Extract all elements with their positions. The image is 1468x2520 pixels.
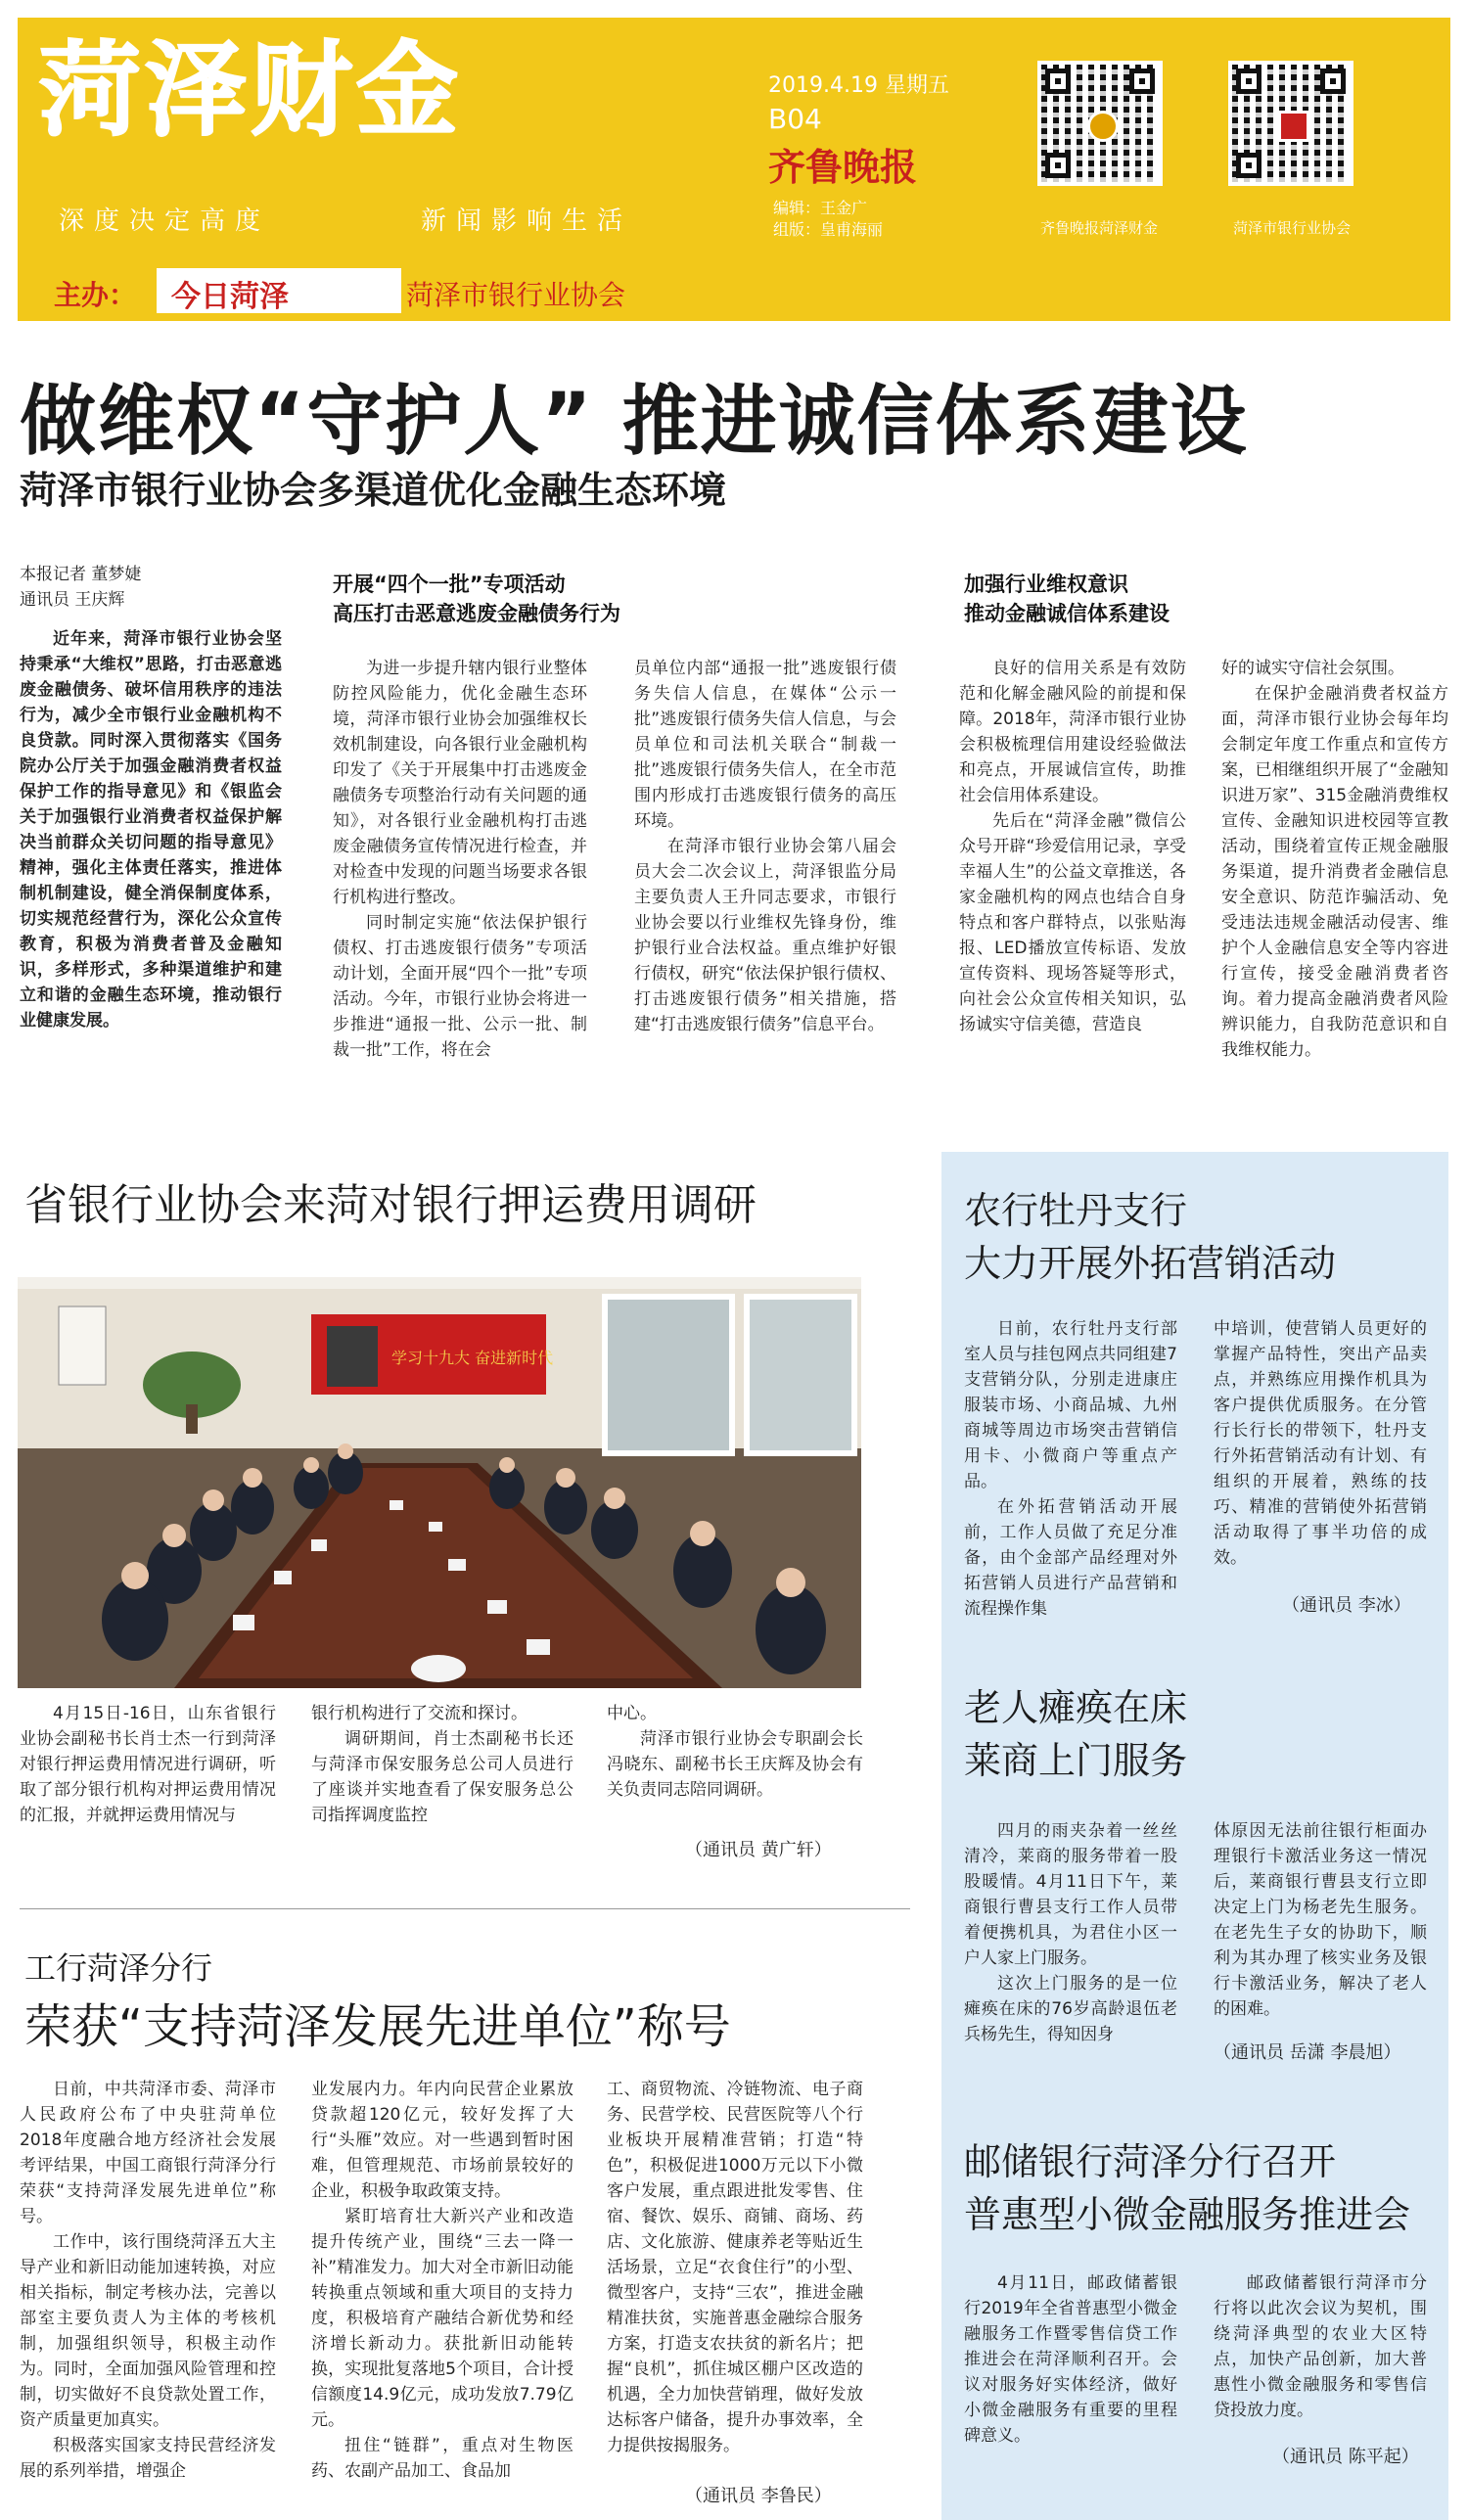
photo-banner-text: 学习十九大 奋进新时代	[391, 1349, 554, 1367]
qr-code-icon	[1037, 61, 1163, 186]
lead-column-2	[333, 656, 587, 1063]
sponsor-name-1: 今日菏泽	[171, 280, 289, 314]
sidebar-article2-column-1	[964, 1818, 1177, 2047]
title-line: 大力开展外拓营销活动	[964, 1242, 1337, 1285]
meeting-scene-illustration	[18, 1277, 861, 1688]
article2-credit: （通讯员 黄广轩）	[685, 1840, 832, 1860]
section-heading-line: 加强行业维权意识	[964, 573, 1128, 596]
sidebar-article3-column-2	[1214, 2270, 1427, 2423]
paragraph: 工作中，该行围绕菏泽五大主导产业和新旧动能加速转换，对应相关指标，制定考核办法，完善以部室主要负责人为主体的考核机制，加强组织领导，积极主动作为。同时，全面加强风险管理和控制，切实做好不良贷款处置工作，资产质量更加真实。	[20, 2232, 276, 2430]
paragraph: 日前，中共菏泽市委、菏泽市人民政府公布了中央驻菏单位2018年度融合地方经济社会发展考评结果，中国工商银行菏泽分行荣获“支持菏泽发展先进单位”称号。	[20, 2080, 276, 2226]
sidebar-article3-credit: （通讯员 陈平起）	[1272, 2447, 1419, 2467]
paragraph: 良好的信用关系是有效防范和化解金融风险的前提和保障。2018年，菏泽市银行业协会积极梳理信用建设经验做法和亮点，开展诚信宣传，助推社会信用体系建设。	[959, 659, 1186, 805]
article3-column-3	[607, 2077, 863, 2458]
article3-kicker: 工行菏泽分行	[24, 1949, 213, 1987]
title-line: 老人瘫痪在床	[964, 1686, 1188, 1729]
editor-credit: 编辑：王金广	[773, 199, 868, 217]
paragraph: 工、商贸物流、冷链物流、电子商务、民营学校、民营医院等八个行业板块开展精准营销；打造“特色”，积极促进1000万元以下小微客户发展，重点跟进批发零售、住宿、餐饮、娱乐、商铺、商场、药店、文化旅游、健康养老等贴近生活场景，立足“衣食住行”的小型、微型客户，支持“三农”，推进金融精准扶贫，实施普惠金融综合服务方案，打造支农扶贫的新名片；把握“良机”，抓住城区棚户区改造的机遇，全力加快营销理，做好发放达标客户储备，提升办事效率，全力提供按揭服务。	[607, 2080, 863, 2455]
title-line: 邮储银行菏泽分行召开	[964, 2140, 1337, 2183]
lead-subhead: 菏泽市银行业协会多渠道优化金融生态环境	[20, 469, 727, 512]
article2-column-1	[20, 1701, 276, 1828]
meeting-photo	[18, 1277, 861, 1688]
paragraph: 紧盯培育壮大新兴产业和改造提升传统产业，围绕“三去一降一补”精准发力。加大对全市新旧动能转换重点领域和重大项目的支持力度，积极培育产融结合新优势和经济增长新动力。获批新旧动能转换，实现批复落地5个项目，合计授信额度14.9亿元，成功发放7.79亿元。	[311, 2207, 573, 2430]
paragraph: 在外拓营销活动开展前，工作人员做了充足分准备，由个金部产品经理对外拓营销人员进行产品营销和流程操作集	[964, 1497, 1177, 1619]
article2-column-3	[607, 1701, 863, 1803]
paragraph: 调研期间，肖士杰副秘书长还与菏泽市保安服务总公司人员进行了座谈并实地查看了保安服务总公司指挥调度监控	[311, 1729, 573, 1825]
article2-title: 省银行业协会来菏对银行押运费用调研	[24, 1180, 757, 1230]
slogan-left: 深度决定高度	[59, 206, 271, 236]
paragraph: 体原因无法前往银行柜面办理银行卡激活业务这一情况后，莱商银行曹县支行立即决定上门为杨老先生服务。在老先生子女的协助下，顺利为其办理了核实业务及银行卡激活业务，解决了老人的困难。	[1214, 1821, 1427, 2019]
paragraph: 邮政储蓄银行菏泽市分行将以此次会议为契机，围绕菏泽典型的农业大区特点，加快产品创新，加大普惠性小微金融服务和零售信贷投放力度。	[1214, 2273, 1427, 2420]
sidebar-article2-title	[964, 1681, 1187, 1787]
sidebar-article1-title	[964, 1184, 1336, 1290]
paragraph: 在菏泽市银行业协会第八届会员大会二次会议上，菏泽银监分局主要负责人王升同志要求，市银行业协会要以行业维权先锋身份，维护银行业合法权益。重点维护好银行债权，研究“依法保护银行债权、打击逃废银行债务”相关措施，搭建“打击逃废银行债务”信息平台。	[634, 837, 896, 1034]
paragraph: 为进一步提升辖内银行业整体防控风险能力，优化金融生态环境，菏泽市银行业协会加强维权长效机制建设，向各银行业金融机构印发了《关于开展集中打击逃废金融债务专项整治行动有关问题的通知》，对各银行业金融机构打击逃废金融债务宣传情况进行检查，并对检查中发现的问题当场要求各银行机构进行整改。	[333, 659, 587, 907]
paragraph: 业发展内力。年内向民营企业累放贷款超120亿元，较好发挥了大行“头雁”效应。对一些遇到暂时困难，但管理规范、市场前景较好的企业，积极争取政策支持。	[311, 2080, 573, 2201]
article2-column-2	[311, 1701, 573, 1828]
sidebar-article3-title	[964, 2135, 1410, 2241]
newspaper-logo: 齐鲁晚报	[768, 145, 918, 189]
page-number: B04	[768, 103, 822, 135]
paragraph: 四月的雨夹杂着一丝丝清冷，莱商的服务带着一股股暖情。4月11日下午，莱商银行曹县支行工作人员带着便携机具，为君住小区一户人家上门服务。	[964, 1821, 1177, 1968]
sidebar-article2-credit: （通讯员 岳潇 李晨旭）	[1214, 2042, 1401, 2063]
qr-caption-right: 菏泽市银行业协会	[1232, 219, 1351, 237]
brand-title: 菏泽财金	[39, 29, 463, 150]
title-line: 莱商上门服务	[964, 1739, 1188, 1782]
sponsor-label: 主办：	[54, 279, 137, 311]
section-heading-line: 高压打击恶意逃废金融债务行为	[333, 602, 620, 625]
layout-credit: 组版：皇甫海丽	[773, 220, 884, 239]
paragraph: 银行机构进行了交流和探讨。	[311, 1704, 528, 1723]
article3-column-2	[311, 2077, 573, 2484]
title-line: 普惠型小微金融服务推进会	[964, 2193, 1411, 2236]
paragraph: 4月15日-16日，山东省银行业协会副秘书长肖士杰一行到菏泽对银行押运费用情况进行调研，听取了部分银行机构对押运费用情况的汇报，并就押运费用情况与	[20, 1704, 276, 1825]
paragraph: 日前，农行牡丹支行部室人员与挂包网点共同组建7支营销分队，分别走进康庄服装市场、小商品城、九州商城等周边市场突击营销信用卡、小微商户等重点产品。	[964, 1319, 1177, 1491]
slogan-right: 新闻影响生活	[421, 206, 633, 236]
section-heading-line: 开展“四个一批”专项活动	[333, 573, 566, 596]
issue-date: 2019.4.19 星期五	[768, 73, 949, 98]
article3-title: 荣获“支持菏泽发展先进单位”称号	[24, 1999, 731, 2054]
sidebar-article3-column-1	[964, 2270, 1177, 2449]
article3-credit: （通讯员 李鲁民）	[685, 2486, 832, 2506]
paragraph: 中培训，使营销人员更好的掌握产品特性，突出产品卖点，并熟练应用操作机具为客户提供优质服务。在分管行长行长的带领下，牡丹支行外拓营销活动有计划、有组织的开展着，熟练的技巧、精准的营销使外拓营销活动取得了事半功倍的成效。	[1214, 1319, 1427, 1568]
paragraph: 先后在“菏泽金融”微信公众号开辟“珍爱信用记录，享受幸福人生”的公益文章推送，各家金融机构的网点也结合自身特点和客户群特点，以张贴海报、LED播放宣传标语、发放宣传资料、现场答疑等形式，向社会公众宣传相关知识，弘扬诚实守信美德，营造良	[959, 811, 1186, 1034]
qr-caption-left: 齐鲁晚报菏泽财金	[1039, 219, 1158, 237]
lead-column-3	[634, 656, 896, 1037]
sidebar-article2-column-2	[1214, 1818, 1427, 2022]
qr-code-icon	[1228, 61, 1353, 186]
lead-column-1	[20, 626, 282, 1033]
paragraph: 员单位内部“通报一批”逃废银行债务失信人信息，在媒体“公示一批”逃废银行债务失信人信息，与会员单位和司法机关联合“制裁一批”逃废银行债务失信人，在全市范围内形成打击逃废银行债务的高压环境。	[634, 659, 896, 831]
lead-headline: 做维权“守护人” 推进诚信体系建设	[20, 378, 1249, 466]
paragraph: 这次上门服务的是一位瘫痪在床的76岁高龄退伍老兵杨先生，得知因身	[964, 1974, 1177, 2044]
paragraph: 积极落实国家支持民营经济发展的系列举措，增强企	[20, 2436, 276, 2481]
article3-column-1	[20, 2077, 276, 2484]
paragraph: 近年来，菏泽市银行业协会坚持秉承“大维权”思路，打击恶意逃废金融债务、破坏信用秩序的违法行为，减少全市银行业金融机构不良贷款。同时深入贯彻落实《国务院办公厅关于加强金融消费者权益保护工作的指导意见》和《银监会关于加强银行业消费者权益保护解决当前群众关切问题的指导意见》精神，强化主体责任落实，推进体制机制建设，健全消保制度体系，切实规范经营行为，深化公众宣传教育，积极为消费者普及金融知识，多样形式，多种渠道维护和建立和谐的金融生态环境，推动银行业健康发展。	[20, 629, 282, 1031]
paragraph: 扭住“链群”，重点对生物医药、农副产品加工、食品加	[311, 2436, 573, 2481]
paragraph: 菏泽市银行业协会专职副会长冯晓东、副秘书长王庆辉及协会有关负责同志陪同调研。	[607, 1729, 863, 1800]
paragraph: 同时制定实施“依法保护银行债权、打击逃废银行债务”专项活动计划，全面开展“四个一批”专项活动。今年，市银行业协会将进一步推进“通报一批、公示一批、制裁一批”工作，将在会	[333, 913, 587, 1060]
lead-column-5	[1221, 656, 1448, 1063]
sidebar-article1-credit: （通讯员 李冰）	[1282, 1595, 1411, 1616]
section-heading-3	[964, 570, 1277, 628]
section-heading-line: 推动金融诚信体系建设	[964, 602, 1170, 625]
lead-column-4	[959, 656, 1186, 1037]
title-line: 农行牡丹支行	[964, 1189, 1188, 1232]
paragraph: 4月11日，邮政储蓄银行2019年全省普惠型小微金融服务工作暨零售信贷工作推进会在菏泽顺利召开。会议对服务好实体经济，做好小微金融服务有重要的里程碑意义。	[964, 2273, 1177, 2446]
sidebar-article1-column-1	[964, 1316, 1177, 1622]
sponsor-name-2: 菏泽市银行业协会	[406, 279, 626, 311]
paragraph: 好的诚实守信社会氛围。	[1221, 659, 1404, 678]
sidebar-article1-column-2	[1214, 1316, 1427, 1571]
paragraph: 中心。	[607, 1704, 657, 1723]
section-heading-2	[333, 570, 646, 628]
byline-reporter: 本报记者 董梦婕	[20, 565, 142, 584]
paragraph: 在保护金融消费者权益方面，菏泽市银行业协会每年均会制定年度工作重点和宣传方案，已相继组织开展了“金融知识进万家”、315金融消费维权宣传、金融知识进校园等宣教活动，围绕着宣传正规金融服务渠道，提升消费者金融信息安全意识、防范诈骗活动、免受违法违规金融活动侵害、维护个人金融信息安全等内容进行宣传，接受金融消费者咨询。着力提高金融消费者风险辨识能力，自我防范意识和自我维权能力。	[1221, 684, 1448, 1060]
divider	[20, 1908, 910, 1909]
byline-correspondent: 通讯员 王庆辉	[20, 590, 125, 610]
